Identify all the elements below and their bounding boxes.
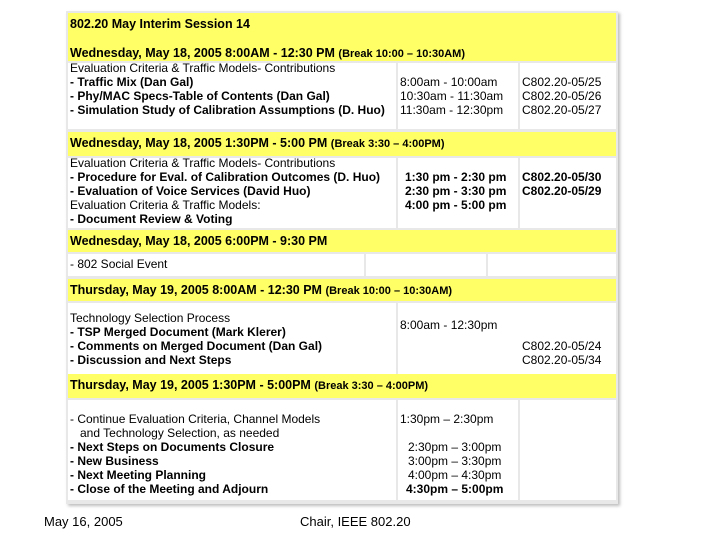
- item-time: 8:00am - 12:30pm: [400, 318, 498, 332]
- item-text: - Traffic Mix (Dan Gal): [70, 75, 194, 89]
- item-time: 11:30am - 12:30pm: [400, 103, 504, 117]
- item-text: - Close of the Meeting and Adjourn: [70, 482, 269, 496]
- session-header: [68, 279, 616, 301]
- session-body: [68, 158, 616, 228]
- item-text: - Continue Evaluation Criteria, Channel Models: [70, 412, 321, 426]
- item-time: 1:30pm – 2:30pm: [400, 412, 494, 426]
- item-text: - Next Meeting Planning: [70, 468, 207, 482]
- item-time: 4:00 pm - 5:00 pm: [405, 198, 507, 212]
- session-body: [68, 400, 616, 500]
- session-body: [68, 254, 616, 276]
- schedule-table: [66, 11, 618, 504]
- footer-date: May 16, 2005: [44, 514, 123, 529]
- item-doc: C802.20-05/27: [522, 103, 602, 117]
- session-header: [68, 230, 616, 252]
- session-break: (Break 3:30 – 4:00PM): [330, 138, 445, 150]
- item-time: 10:30am - 11:30am: [400, 89, 504, 103]
- item-text: - New Business: [70, 454, 159, 468]
- item-text: - Document Review & Voting: [70, 212, 233, 226]
- session-header: [68, 42, 465, 61]
- item-doc: C802.20-05/24: [522, 339, 602, 353]
- item-time: 4:00pm – 4:30pm: [408, 468, 502, 482]
- title-block: [68, 13, 616, 61]
- item-doc: C802.20-05/26: [522, 89, 602, 103]
- item-time: 2:30pm – 3:00pm: [408, 440, 502, 454]
- session-title: 802.20 May Interim Session 14: [70, 17, 250, 31]
- item-doc: C802.20-05/25: [522, 75, 602, 89]
- session-header-text: Thursday, May 19, 2005 8:00AM - 12:30 PM: [70, 283, 322, 297]
- item-text: - Procedure for Eval. of Calibration Outcomes (D. Huo): [70, 170, 381, 184]
- session-body: [68, 63, 616, 129]
- item-text: Evaluation Criteria & Traffic Models- Contributions: [70, 61, 336, 75]
- session-header-text: Thursday, May 19, 2005 1:30PM - 5:00PM: [70, 378, 311, 392]
- item-time: 4:30pm – 5:00pm: [406, 482, 504, 496]
- item-text: - Evaluation of Voice Services (David Huo): [70, 184, 311, 198]
- item-text: - Simulation Study of Calibration Assumptions (D. Huo): [70, 103, 385, 117]
- session-header: [68, 374, 616, 398]
- item-time: 3:00pm – 3:30pm: [408, 454, 502, 468]
- session-body: [68, 303, 616, 383]
- item-text: Evaluation Criteria & Traffic Models:: [70, 198, 261, 212]
- item-time: 2:30 pm - 3:30 pm: [405, 184, 507, 198]
- item-text: - Phy/MAC Specs-Table of Contents (Dan Gal): [70, 89, 330, 103]
- item-text: Evaluation Criteria & Traffic Models- Contributions: [70, 156, 336, 170]
- item-doc: C802.20-05/34: [522, 353, 602, 367]
- item-text: Technology Selection Process: [70, 311, 231, 325]
- session-header-text: Wednesday, May 18, 2005 1:30PM - 5:00 PM: [70, 136, 328, 150]
- session-break: (Break 10:00 – 10:30AM): [338, 48, 465, 60]
- session-header: [68, 132, 616, 156]
- session-break: (Break 10:00 – 10:30AM): [325, 285, 453, 297]
- session-header-text: Wednesday, May 18, 2005 6:00PM - 9:30 PM: [70, 234, 328, 248]
- session-break: (Break 3:30 – 4:00PM): [314, 380, 429, 392]
- item-text: - Discussion and Next Steps: [70, 353, 232, 367]
- item-text: - Comments on Merged Document (Dan Gal): [70, 339, 323, 353]
- item-text: - Next Steps on Documents Closure: [70, 440, 275, 454]
- item-text: - 802 Social Event: [70, 257, 168, 271]
- item-text: - TSP Merged Document (Mark Klerer): [70, 325, 286, 339]
- item-time: 1:30 pm - 2:30 pm: [405, 170, 507, 184]
- item-time: 8:00am - 10:00am: [400, 75, 498, 89]
- item-doc: C802.20-05/29: [522, 184, 602, 198]
- footer-chair: Chair, IEEE 802.20: [300, 514, 411, 529]
- session-header-text: Wednesday, May 18, 2005 8:00AM - 12:30 PM: [70, 46, 335, 60]
- item-text: and Technology Selection, as needed: [70, 426, 280, 440]
- item-doc: C802.20-05/30: [522, 170, 602, 184]
